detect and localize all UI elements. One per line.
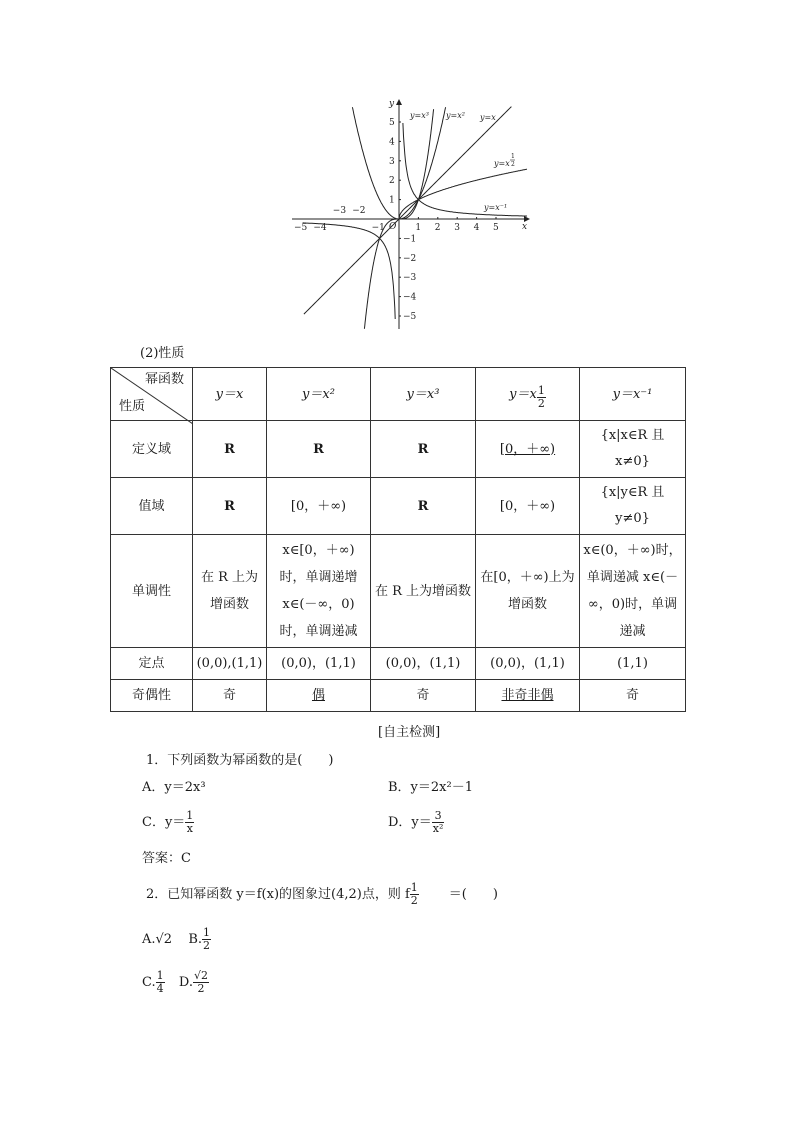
y-tick-label: 4 [389,137,395,148]
label-inverse: y=x⁻¹ [484,203,508,212]
q2-options-ab [142,927,211,952]
table-cell: 奇 [371,680,476,712]
table-row [111,535,686,648]
q2-option-c: C. $\frac{1}{4}$ [142,969,164,995]
x-tick-label: 5 [493,223,499,233]
row-label: 单调性 [111,535,193,648]
x-tick-label: 4 [473,223,480,233]
table-cell: (0,0)，(1,1) [371,648,476,680]
header-bottom-label: 性质 [119,399,146,414]
question-2-stem: 2．已知幂函数 y＝f(x)的图象过(4,2)点，则 f $\frac{1}{2}$ ＝( ) [146,881,498,907]
y-tick-label: −4 [403,292,417,303]
q1-option-b: B．y＝2x²－1 [388,780,473,795]
table-cell: {x|y∈R 且 y≠0} [580,478,686,535]
q2-option-a: A.√2 [142,932,173,947]
y-tick-label: −3 [403,273,417,284]
question-1-stem: 1．下列函数为幂函数的是( ) [146,753,334,768]
label-sqrt: y=x [494,159,510,168]
q1-option-c: C．y＝ $\frac{1}{x}$ [142,809,194,835]
q1-answer: 答案：C [142,851,191,866]
table-cell: R [267,421,371,478]
row-label: 奇偶性 [111,680,193,712]
column-header: y＝x [193,368,267,421]
row-label: 定点 [111,648,193,680]
y-tick-label: 3 [389,156,395,167]
x-tick-label: −1 [371,223,385,233]
x-tick-label: 3 [454,223,460,233]
label-cube: y=x³ [410,111,429,120]
x-tick-label: −2 [352,206,366,216]
table-cell: 非奇非偶 [476,680,580,712]
table-cell: R [193,421,267,478]
table-cell: (1,1) [580,648,686,680]
y-axis-label: y [389,99,395,109]
y-tick-label: −1 [403,234,417,245]
y-tick-label: 2 [389,176,395,187]
axis-ticks [294,118,499,322]
y-axis-arrow [396,99,402,105]
table-cell: 奇 [580,680,686,712]
y-tick-label: 1 [389,195,395,206]
table-cell: x∈[0，＋∞)时，单调递增 x∈(－∞，0)时，单调递减 [267,535,371,648]
origin-label: O [389,222,397,232]
table-cell: 偶 [267,680,371,712]
table-cell: [0，＋∞) [476,421,580,478]
table-cell: 在 R 上为增函数 [193,535,267,648]
table-cell: (0,0)，(1,1) [267,648,371,680]
table-cell: (0,0),(1,1) [193,648,267,680]
x-tick-label: 1 [415,223,422,233]
self-check-heading: [自主检测] [378,725,441,740]
table-cell: 在[0，＋∞)上为增函数 [476,535,580,648]
power-function-graph [288,96,538,336]
properties-table [110,367,686,712]
q2-option-d: D. $\frac{√2}{2}$ [178,969,209,995]
header-corner-cell [111,368,193,421]
y-tick-label: 5 [389,118,395,128]
table-cell: R [371,421,476,478]
label-sqrt-exp-den: 2 [511,161,515,168]
table-cell: [0，＋∞) [476,478,580,535]
section-title: (2)性质 [140,346,185,361]
table-cell: [0，＋∞) [267,478,371,535]
y-tick-label: −2 [403,253,417,264]
x-tick-label: 2 [434,223,441,233]
curve-inverse-right [403,123,527,216]
x-tick-label: −5 [294,223,308,233]
q2-options-cd [142,970,209,995]
table-row [111,478,686,535]
table-header-row [111,368,686,421]
x-axis-label: x [522,222,528,232]
row-label: 定义域 [111,421,193,478]
column-header: y＝x² [267,368,371,421]
x-tick-label: −4 [313,223,327,233]
table-row [111,421,686,478]
table-cell: 奇 [193,680,267,712]
table-cell: (0,0)，(1,1) [476,648,580,680]
q1-option-d: D．y＝ $\frac{3}{\text{x²}}$ [388,809,444,835]
table-cell: {x|x∈R 且 x≠0} [580,421,686,478]
label-linear: y=x [480,113,496,122]
table-cell: R [371,478,476,535]
x-tick-label: −3 [332,206,347,216]
header-top-label: 幂函数 [144,372,184,387]
q1-option-a: A．y＝2x³ [142,780,206,795]
table-cell: x∈(0，＋∞)时，单调递减 x∈(－∞，0)时，单调递减 [580,535,686,648]
y-tick-label: −5 [403,312,417,322]
curve-sqrt [399,169,527,219]
table-row [111,648,686,680]
q2-option-b: B. $\frac{1}{2}$ [188,926,211,952]
table-cell: 在 R 上为增函数 [371,535,476,648]
row-label: 值域 [111,478,193,535]
table-row [111,680,686,712]
column-header: y＝x⁻¹ [580,368,686,421]
label-sqrt-exp-num: 1 [511,153,515,160]
table-cell: R [193,478,267,535]
column-header: y＝x³ [371,368,476,421]
label-square: y=x² [446,111,465,120]
column-header: y＝x $\frac{1}{2}$ [476,368,580,421]
